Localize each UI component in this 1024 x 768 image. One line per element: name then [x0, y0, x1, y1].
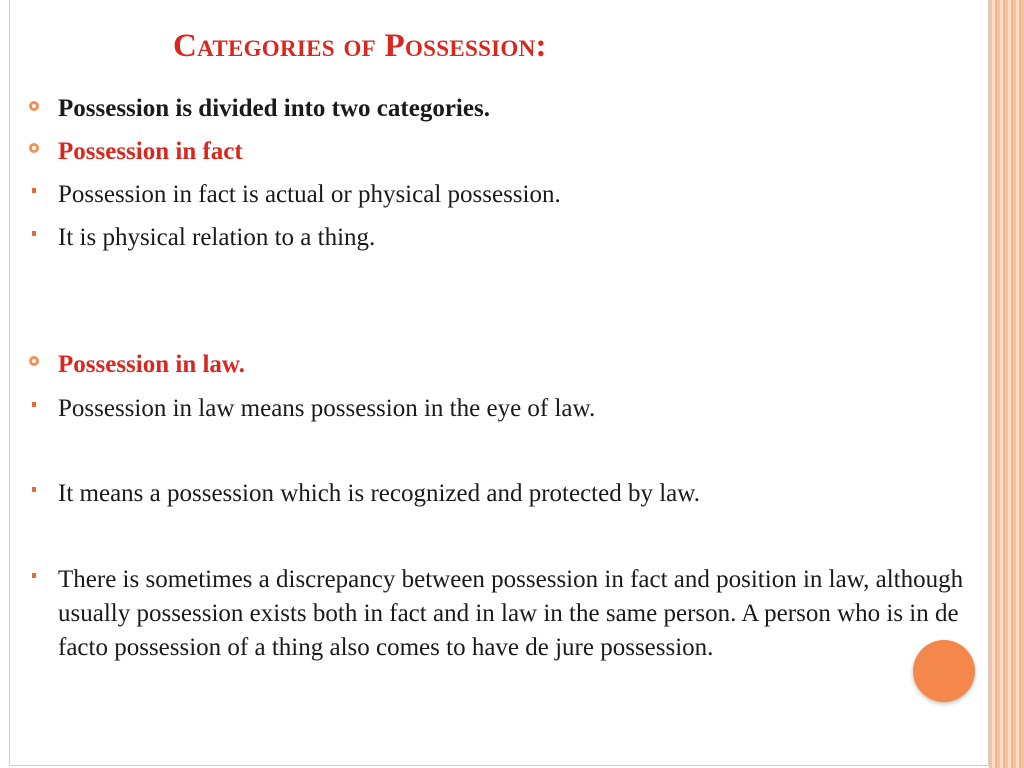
bullet-item: Possession in law means possession in the eye of law.	[58, 395, 596, 422]
ring-bullet-icon	[29, 356, 39, 366]
bullet-item: There is sometimes a discrepancy between possession in fact and position in law, although usually possession exists both in fact and in law in the same person. A person who is in de facto possession of a thing also comes to have de jure possession.	[58, 566, 964, 661]
square-bullet-icon	[32, 231, 36, 236]
decorative-stripes	[989, 0, 1024, 768]
bullet-item: Possession is divided into two categories.	[58, 95, 490, 122]
bullet-item: It means a possession which is recognized and protected by law.	[58, 480, 700, 507]
ring-bullet-icon	[29, 143, 39, 153]
bullet-item-heading: Possession in law.	[58, 351, 245, 378]
decorative-circle	[913, 640, 975, 702]
square-bullet-icon	[32, 402, 36, 407]
bullet-item-heading: Possession in fact	[58, 138, 243, 165]
bullet-item: It is physical relation to a thing.	[58, 224, 376, 251]
bullet-item: Possession in fact is actual or physical possession.	[58, 181, 561, 208]
slide-title: Categories of Possession:	[173, 28, 547, 64]
square-bullet-icon	[32, 487, 36, 492]
square-bullet-icon	[32, 573, 36, 578]
ring-bullet-icon	[29, 101, 39, 111]
square-bullet-icon	[32, 188, 36, 193]
